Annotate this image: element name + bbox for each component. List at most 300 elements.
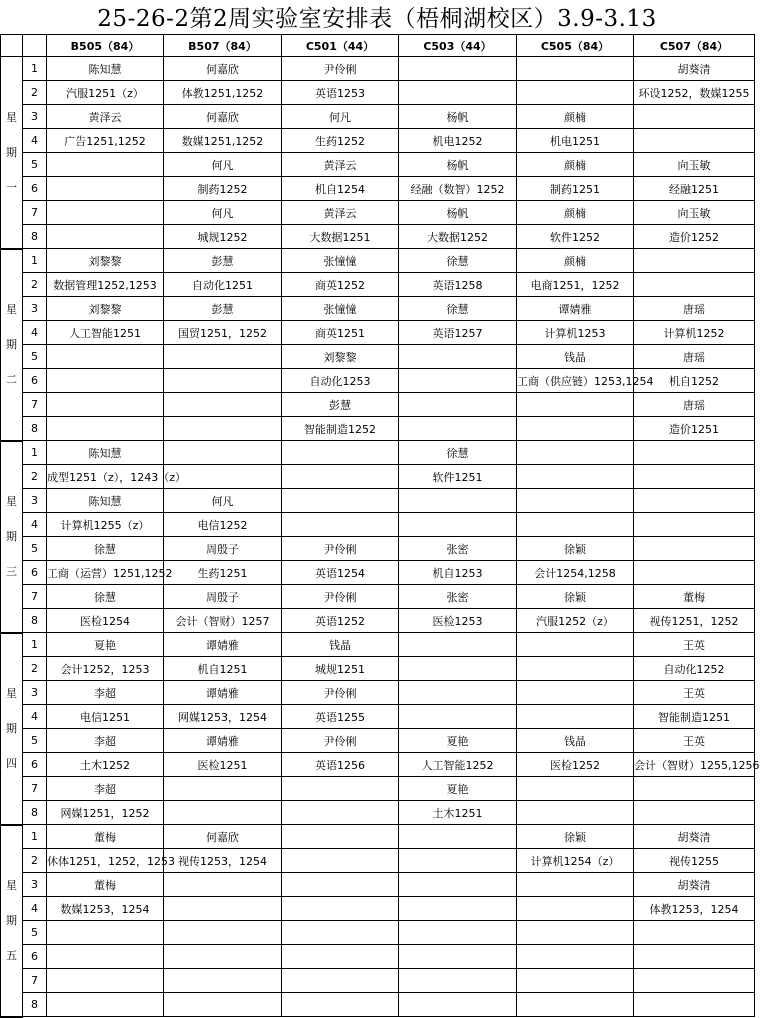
- class-name: 机电1251: [550, 134, 600, 148]
- class-cell: [164, 273, 282, 297]
- day-label: 星期四: [1, 633, 23, 825]
- teacher-name: 向玉敏: [677, 158, 711, 172]
- teacher-cell: [517, 153, 634, 177]
- teacher-name: 向玉敏: [677, 206, 711, 220]
- class-name: 自动化1253: [309, 374, 371, 388]
- period-number: 2: [23, 273, 47, 297]
- schedule-row: [1, 657, 755, 681]
- class-name: 电信1251: [80, 710, 130, 724]
- schedule-row: [1, 513, 755, 537]
- schedule-row: [1, 441, 755, 465]
- class-cell: [517, 81, 634, 105]
- teacher-name: 杨帆: [446, 158, 469, 172]
- class-cell: [282, 753, 399, 777]
- teacher-name: 刘黎黎: [88, 302, 122, 316]
- teacher-cell: [517, 441, 634, 465]
- class-cell: [517, 225, 634, 249]
- teacher-cell: [47, 105, 164, 129]
- class-name: 医检1252: [550, 758, 600, 772]
- class-name: 商英1251: [315, 326, 365, 340]
- day-label: 星期五: [1, 825, 23, 1017]
- teacher-cell: [634, 681, 755, 705]
- class-cell: [47, 753, 164, 777]
- teacher-cell: [164, 681, 282, 705]
- period-number: 6: [23, 177, 47, 201]
- teacher-cell: [517, 105, 634, 129]
- period-number: 4: [23, 321, 47, 345]
- teacher-name: 王英: [683, 734, 705, 748]
- class-cell: [164, 321, 282, 345]
- teacher-name: 唐瑶: [683, 350, 705, 364]
- class-name: 计算机1255（z）: [60, 518, 150, 532]
- class-cell: [47, 225, 164, 249]
- teacher-cell: [282, 201, 399, 225]
- teacher-cell: [517, 393, 634, 417]
- teacher-cell: [634, 825, 755, 849]
- class-name: 医检1251: [197, 758, 248, 772]
- class-name: 机自1252: [669, 374, 719, 388]
- teacher-cell: [634, 585, 755, 609]
- class-name: 制药1252: [197, 182, 248, 196]
- schedule-row: [1, 849, 755, 873]
- room-header: B507（84）: [164, 35, 282, 57]
- class-name: 智能制造1251: [658, 710, 730, 724]
- teacher-name: 谭婧雅: [206, 638, 239, 652]
- teacher-cell: [282, 441, 399, 465]
- teacher-name: 徐慧: [94, 590, 116, 604]
- teacher-cell: [282, 585, 399, 609]
- class-name: 自动化1251: [192, 278, 253, 292]
- class-cell: [47, 705, 164, 729]
- class-cell: [634, 945, 755, 969]
- class-name: 造价1252: [669, 230, 719, 244]
- class-cell: [399, 897, 517, 921]
- teacher-cell: [399, 921, 517, 945]
- class-cell: [399, 945, 517, 969]
- teacher-cell: [282, 297, 399, 321]
- teacher-name: 陈知慧: [88, 446, 122, 460]
- teacher-cell: [634, 57, 755, 81]
- schedule-row: [1, 273, 755, 297]
- teacher-cell: [399, 825, 517, 849]
- teacher-cell: [399, 873, 517, 897]
- class-cell: [399, 561, 517, 585]
- class-cell: [634, 849, 755, 873]
- teacher-name: 张憧憧: [323, 254, 357, 268]
- class-cell: [164, 561, 282, 585]
- class-cell: [47, 561, 173, 585]
- teacher-cell: [634, 969, 755, 993]
- class-name: 网媒1253，1254: [178, 710, 267, 724]
- teacher-cell: [399, 57, 517, 81]
- teacher-cell: [399, 681, 517, 705]
- class-cell: [399, 801, 517, 825]
- teacher-name: 徐慧: [446, 254, 469, 268]
- class-name: 英语1258: [432, 278, 483, 292]
- class-cell: [517, 561, 634, 585]
- class-name: 国贸1251，1252: [178, 326, 267, 340]
- class-cell: [282, 81, 399, 105]
- class-cell: [399, 657, 517, 681]
- schedule-row: [1, 729, 755, 753]
- teacher-name: 徐慧: [446, 302, 469, 316]
- class-cell: [164, 513, 282, 537]
- teacher-cell: [164, 57, 282, 81]
- schedule-row: [1, 57, 755, 81]
- teacher-cell: [47, 873, 164, 897]
- teacher-cell: [634, 441, 755, 465]
- class-name: 软件1252: [550, 230, 600, 244]
- class-cell: [164, 705, 282, 729]
- schedule-row: [1, 537, 755, 561]
- schedule-row: [1, 633, 755, 657]
- class-cell: [399, 273, 517, 297]
- teacher-name: 何凡: [211, 158, 234, 172]
- class-cell: [399, 369, 517, 393]
- class-cell: [399, 609, 517, 633]
- teacher-cell: [282, 537, 399, 561]
- class-name: 体教1253，1254: [649, 902, 739, 916]
- period-number: 4: [23, 513, 47, 537]
- teacher-name: 李超: [94, 782, 116, 796]
- schedule-row: [1, 969, 755, 993]
- teacher-name: 唐瑶: [683, 302, 705, 316]
- class-cell: [282, 465, 399, 489]
- room-header: C507（84）: [634, 35, 755, 57]
- teacher-cell: [282, 153, 399, 177]
- period-number: 8: [23, 225, 47, 249]
- class-name: 机自1251: [197, 662, 248, 676]
- class-cell: [282, 225, 399, 249]
- teacher-name: 钱晶: [564, 734, 586, 748]
- class-cell: [517, 417, 634, 441]
- class-cell: [282, 945, 399, 969]
- class-name: 数据管理1252,1253: [53, 278, 157, 292]
- period-number: 7: [23, 777, 47, 801]
- class-cell: [282, 561, 399, 585]
- class-cell: [282, 129, 399, 153]
- teacher-name: 夏艳: [446, 734, 469, 748]
- class-cell: [282, 609, 399, 633]
- class-name: 会计1252，1253: [60, 662, 150, 676]
- period-number: 1: [23, 57, 47, 81]
- schedule-row: [1, 801, 755, 825]
- teacher-name: 杨帆: [446, 110, 469, 124]
- class-cell: [47, 513, 164, 537]
- teacher-cell: [164, 777, 282, 801]
- class-cell: [399, 993, 517, 1017]
- class-cell: [282, 993, 399, 1017]
- class-cell: [47, 369, 164, 393]
- period-number: 2: [23, 657, 47, 681]
- teacher-cell: [517, 537, 634, 561]
- class-cell: [164, 177, 282, 201]
- teacher-cell: [282, 921, 399, 945]
- class-cell: [282, 657, 399, 681]
- teacher-cell: [47, 441, 164, 465]
- class-name: 电商1251，1252: [530, 278, 620, 292]
- class-name: 工商（运营）1251,1252: [47, 566, 173, 580]
- schedule-row: [1, 321, 755, 345]
- teacher-name: 胡葵清: [677, 878, 711, 892]
- class-name: 视传1251，1252: [649, 614, 739, 628]
- class-cell: [517, 897, 634, 921]
- class-name: 英语1253: [315, 86, 365, 100]
- class-cell: [517, 273, 634, 297]
- teacher-cell: [164, 729, 282, 753]
- teacher-cell: [399, 633, 517, 657]
- teacher-cell: [164, 921, 282, 945]
- schedule-row: [1, 369, 755, 393]
- class-cell: [164, 849, 282, 873]
- class-cell: [634, 561, 755, 585]
- teacher-name: 颜楠: [564, 110, 586, 124]
- teacher-cell: [634, 873, 755, 897]
- class-cell: [47, 657, 164, 681]
- class-name: 视传1255: [669, 854, 719, 868]
- class-name: 网媒1251，1252: [60, 806, 150, 820]
- teacher-name: 钱晶: [329, 638, 351, 652]
- class-name: 机自1253: [432, 566, 483, 580]
- teacher-cell: [164, 153, 282, 177]
- schedule-row: [1, 249, 755, 273]
- teacher-cell: [164, 393, 282, 417]
- class-cell: [282, 801, 399, 825]
- class-cell: [47, 945, 164, 969]
- teacher-name: 徐颖: [564, 542, 586, 556]
- teacher-cell: [47, 249, 164, 273]
- class-cell: [634, 705, 755, 729]
- class-name: 环设1252，数媒1255: [638, 86, 750, 100]
- teacher-cell: [164, 105, 282, 129]
- teacher-cell: [47, 153, 164, 177]
- class-name: 人工智能1251: [69, 326, 141, 340]
- teacher-name: 黄泽云: [323, 206, 357, 220]
- teacher-cell: [399, 345, 517, 369]
- class-name: 机自1254: [315, 182, 365, 196]
- teacher-name: 董梅: [94, 878, 116, 892]
- class-cell: [399, 753, 517, 777]
- class-name: 休体1251，1252，1253: [47, 854, 175, 868]
- teacher-cell: [47, 633, 164, 657]
- teacher-cell: [399, 153, 517, 177]
- class-name: 医检1254: [80, 614, 130, 628]
- teacher-cell: [47, 537, 164, 561]
- class-cell: [517, 993, 634, 1017]
- class-name: 智能制造1252: [304, 422, 376, 436]
- teacher-cell: [164, 345, 282, 369]
- schedule-body: [1, 57, 760, 1017]
- period-number: 6: [23, 945, 47, 969]
- class-cell: [282, 705, 399, 729]
- class-cell: [164, 945, 282, 969]
- period-number: 5: [23, 729, 47, 753]
- teacher-cell: [634, 729, 755, 753]
- period-number: 1: [23, 825, 47, 849]
- teacher-cell: [517, 633, 634, 657]
- teacher-name: 彭慧: [211, 302, 234, 316]
- class-cell: [164, 753, 282, 777]
- schedule-row: [1, 945, 755, 969]
- schedule-row: [1, 561, 755, 585]
- teacher-name: 陈知慧: [88, 494, 122, 508]
- period-number: 2: [23, 81, 47, 105]
- teacher-cell: [47, 729, 164, 753]
- teacher-name: 胡葵清: [677, 62, 711, 76]
- schedule-row: [1, 681, 755, 705]
- class-cell: [399, 225, 517, 249]
- period-number: 8: [23, 609, 47, 633]
- class-cell: [517, 753, 634, 777]
- class-cell: [399, 705, 517, 729]
- teacher-cell: [164, 297, 282, 321]
- teacher-name: 何嘉欣: [206, 110, 239, 124]
- teacher-name: 谭婧雅: [558, 302, 592, 316]
- class-cell: [47, 177, 164, 201]
- class-cell: [517, 321, 634, 345]
- class-cell: [517, 657, 634, 681]
- teacher-cell: [517, 249, 634, 273]
- class-name: 土木1251: [432, 806, 483, 820]
- teacher-name: 徐慧: [94, 542, 116, 556]
- teacher-name: 何嘉欣: [206, 830, 239, 844]
- class-cell: [517, 705, 634, 729]
- class-name: 城规1251: [315, 662, 365, 676]
- period-number: 4: [23, 897, 47, 921]
- period-number: 4: [23, 705, 47, 729]
- room-header: B505（84）: [47, 35, 164, 57]
- page-title: 25-26-2第2周实验室安排表（梧桐湖校区）3.9-3.13: [97, 6, 657, 32]
- schedule-row: [1, 585, 755, 609]
- teacher-cell: [47, 921, 164, 945]
- teacher-name: 王英: [683, 638, 705, 652]
- period-number: 1: [23, 441, 47, 465]
- class-cell: [164, 897, 282, 921]
- class-cell: [634, 801, 755, 825]
- teacher-cell: [634, 633, 755, 657]
- schedule-row: [1, 393, 755, 417]
- class-cell: [399, 321, 517, 345]
- teacher-cell: [47, 393, 164, 417]
- teacher-cell: [164, 969, 282, 993]
- teacher-cell: [164, 585, 282, 609]
- class-cell: [282, 897, 399, 921]
- schedule-row: [1, 897, 755, 921]
- teacher-name: 唐瑶: [683, 398, 705, 412]
- class-cell: [634, 177, 755, 201]
- teacher-name: 杨帆: [446, 206, 469, 220]
- teacher-cell: [399, 201, 517, 225]
- teacher-cell: [47, 777, 164, 801]
- class-name: 广告1251,1252: [64, 134, 146, 148]
- class-cell: [634, 273, 755, 297]
- class-cell: [517, 177, 634, 201]
- teacher-cell: [517, 921, 634, 945]
- teacher-cell: [399, 585, 517, 609]
- teacher-name: 谭婧雅: [206, 686, 239, 700]
- teacher-name: 张憧憧: [323, 302, 357, 316]
- class-cell: [164, 81, 282, 105]
- schedule-row: [1, 153, 755, 177]
- class-name: 英语1256: [315, 758, 365, 772]
- teacher-name: 刘黎黎: [88, 254, 122, 268]
- teacher-cell: [164, 441, 282, 465]
- corner-cell: [23, 35, 47, 57]
- class-cell: [47, 81, 164, 105]
- schedule-row: [1, 921, 755, 945]
- teacher-name: 董梅: [94, 830, 116, 844]
- class-cell: [47, 993, 164, 1017]
- teacher-cell: [282, 729, 399, 753]
- room-header: C501（44）: [282, 35, 399, 57]
- teacher-name: 颜楠: [564, 206, 586, 220]
- teacher-cell: [634, 249, 755, 273]
- class-cell: [517, 513, 634, 537]
- class-cell: [47, 273, 164, 297]
- teacher-name: 彭慧: [329, 398, 351, 412]
- period-number: 7: [23, 585, 47, 609]
- class-cell: [517, 801, 634, 825]
- teacher-cell: [282, 57, 399, 81]
- class-cell: [47, 801, 164, 825]
- teacher-cell: [634, 489, 755, 513]
- class-cell: [47, 849, 175, 873]
- schedule-row: [1, 777, 755, 801]
- class-name: 大数据1252: [427, 230, 488, 244]
- class-name: 经融1251: [669, 182, 719, 196]
- period-number: 3: [23, 105, 47, 129]
- teacher-name: 徐慧: [446, 446, 469, 460]
- teacher-cell: [164, 249, 282, 273]
- room-header: C503（44）: [399, 35, 517, 57]
- teacher-name: 胡葵清: [677, 830, 711, 844]
- header-row: [1, 35, 755, 57]
- class-cell: [47, 609, 164, 633]
- class-name: 商英1252: [315, 278, 365, 292]
- teacher-name: 黄泽云: [88, 110, 122, 124]
- class-cell: [517, 129, 634, 153]
- schedule-row: [1, 177, 755, 201]
- period-number: 5: [23, 153, 47, 177]
- teacher-cell: [399, 489, 517, 513]
- class-cell: [282, 513, 399, 537]
- class-cell: [399, 129, 517, 153]
- class-cell: [164, 993, 282, 1017]
- teacher-name: 何凡: [211, 494, 234, 508]
- class-name: 英语1257: [432, 326, 483, 340]
- teacher-cell: [634, 297, 755, 321]
- teacher-name: 黄泽云: [323, 158, 357, 172]
- class-cell: [634, 129, 755, 153]
- class-cell: [282, 849, 399, 873]
- teacher-name: 尹伶俐: [323, 686, 357, 700]
- schedule-row: [1, 465, 755, 489]
- teacher-cell: [634, 393, 755, 417]
- class-cell: [517, 609, 634, 633]
- teacher-name: 颜楠: [564, 158, 586, 172]
- period-number: 6: [23, 561, 47, 585]
- teacher-cell: [47, 297, 164, 321]
- period-number: 3: [23, 297, 47, 321]
- schedule-row: [1, 417, 755, 441]
- teacher-cell: [517, 489, 634, 513]
- teacher-name: 尹伶俐: [323, 62, 357, 76]
- class-cell: [164, 417, 282, 441]
- class-cell: [164, 801, 282, 825]
- schedule-row: [1, 873, 755, 897]
- teacher-name: 谭婧雅: [206, 734, 239, 748]
- period-number: 6: [23, 753, 47, 777]
